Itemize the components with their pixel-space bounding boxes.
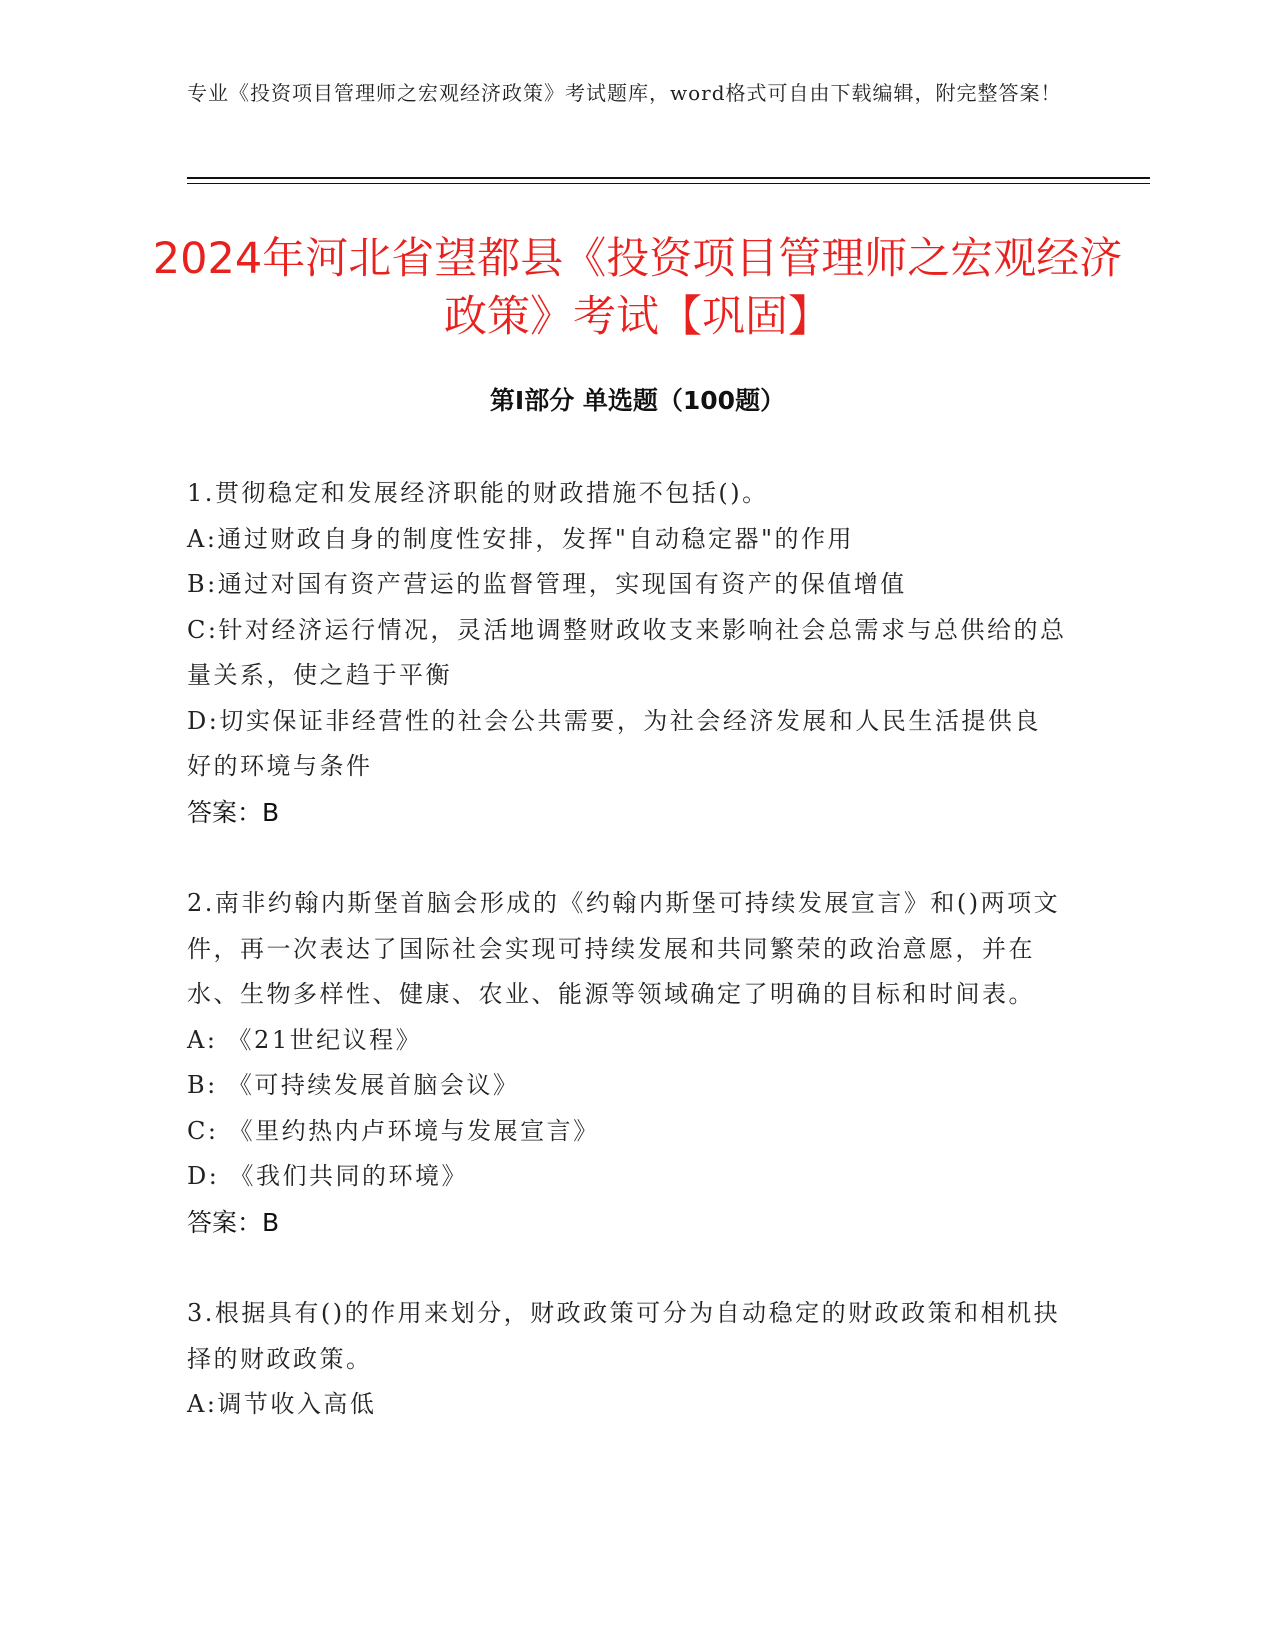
- option-a: A: 《21世纪议程》: [187, 1025, 423, 1054]
- question-1: [187, 471, 1067, 835]
- option-a: A:调节收入高低: [187, 1390, 377, 1418]
- answer: 答案：B: [187, 797, 280, 827]
- document-title: 2024年河北省望都县《投资项目管理师之宏观经济政策》考试【巩固】: [152, 234, 1123, 342]
- answer: 答案：B: [187, 1207, 280, 1237]
- question-stem: 3.根据具有()的作用来划分，财政政策可分为自动稳定的财政政策和相机抉择的财政政策。: [187, 1299, 1061, 1373]
- option-d: D:切实保证非经营性的社会公共需要，为社会经济发展和人民生活提供良好的环境与条件: [187, 706, 1041, 780]
- question-3: [187, 1291, 1067, 1428]
- section-title: 第I部分 单选题（100题）: [489, 386, 786, 415]
- option-b: B: 《可持续发展首脑会议》: [187, 1071, 520, 1099]
- header-rule-thick: [187, 177, 1150, 179]
- header-note: 专业《投资项目管理师之宏观经济政策》考试题库，word格式可自由下载编辑，附完整答案！: [187, 81, 1062, 105]
- question-list: [187, 471, 1067, 1474]
- option-c: C:针对经济运行情况，灵活地调整财政收支来影响社会总需求与总供给的总量关系，使之趋于平衡: [187, 615, 1067, 689]
- option-a: A:通过财政自身的制度性安排，发挥"自动稳定器"的作用: [187, 524, 854, 553]
- header-rule-thin: [187, 183, 1150, 184]
- option-c: C: 《里约热内卢环境与发展宣言》: [187, 1116, 600, 1145]
- question-2: [187, 881, 1067, 1245]
- option-b: B:通过对国有资产营运的监督管理，实现国有资产的保值增值: [187, 570, 907, 598]
- option-d: D: 《我们共同的环境》: [187, 1162, 468, 1190]
- question-stem: 1.贯彻稳定和发展经济职能的财政措施不包括()。: [187, 479, 769, 507]
- question-stem: 2.南非约翰内斯堡首脑会形成的《约翰内斯堡可持续发展宣言》和()两项文件，再一次表达了国际社会实现可持续发展和共同繁荣的政治意愿，并在水、生物多样性、健康、农业、能源等领域确定了明确的目标和时间表。: [187, 889, 1061, 1008]
